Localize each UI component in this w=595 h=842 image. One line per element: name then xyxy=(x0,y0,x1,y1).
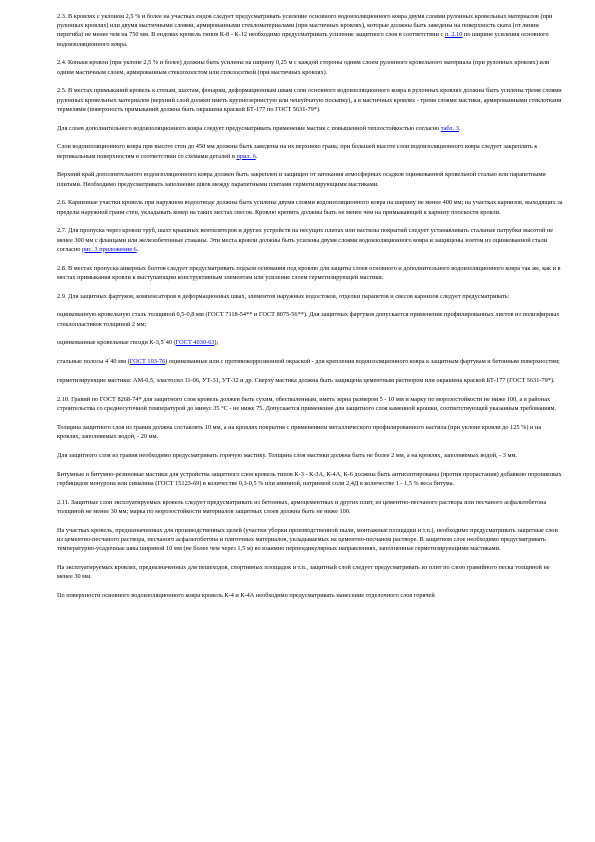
paragraph-text: Слои водоизоляционного ковра при высоте стен до 450 мм должны быть заведены на их верхнюю грань; при большей высоте слои водоизоляционного ковра следует закреплять к вертикальным поверхностям в соответствии со схемами деталей в xyxy=(57,143,538,160)
paragraph-text: по ширине усиления основного водоизоляционного ковра. xyxy=(57,31,549,48)
paragraph xyxy=(57,264,565,282)
cross-reference-link[interactable]: прил. 6 xyxy=(236,152,256,160)
paragraph xyxy=(57,451,565,460)
paragraph-text: 2.8. В местах пропуска анкерных болтов следует предусматривать подъем основания под кровлю для защиты слоев основного и дополнительного водоизоляционного ковра так же, как и в местах примыкания кровли к выступающим конструктивным элементам или усиление слоем герметизирующей мастики. xyxy=(57,264,561,281)
cross-reference-link[interactable]: п. 2.10 xyxy=(444,31,463,39)
paragraph-text: . xyxy=(255,152,258,160)
paragraph xyxy=(57,12,565,49)
paragraph xyxy=(57,338,565,347)
cross-reference-link[interactable]: ГОСТ 103-76 xyxy=(129,358,166,366)
paragraph xyxy=(57,395,565,413)
cross-reference-link[interactable]: ГОСТ 4030-63 xyxy=(175,339,215,347)
paragraph-text: оцинкованные кровельные гвозди К-3,5´40 ( xyxy=(57,339,176,347)
paragraph-text: 2.10. Гравий по ГОСТ 8268-74* для защитного слоя кровель должен быть сухим, обеспыленным, иметь зерна размером 5 - 10 мм и марку по морозостойкости не ниже 100, а в районах строительства со среднесуточной температурой до минус 35 °С - не ниже 75. Допускается применение для защитного слоя каменной крошки, соответствующей указанным требованиям. xyxy=(57,395,557,412)
paragraph xyxy=(57,376,565,385)
paragraph-text: По поверхности основного водоизоляционного ковра кровель К-4 и К-4А необходимо предусматривать нанесение отделочного слоя горячей xyxy=(57,591,435,599)
paragraph-text: . xyxy=(458,124,461,132)
paragraph-text: 2.5. В местах примыканий кровель к стенам, шахтам, фонарям, деформационным швам слои основного водоизоляционного ковра в рулонных кровлях должны быть усилены тремя слоями рулонных кровельных материалов (верхний слой должен иметь крупнозернистую или чешуйчатую посыпку), а в мастичных кровлях - тремя слоями мастики, армированными стеклоткани термелями (поверхность примыканий должна быть окрашена краской БТ-177 по ГОСТ 5631-79*). xyxy=(57,87,562,113)
paragraph xyxy=(57,591,565,600)
paragraph xyxy=(57,170,565,188)
paragraph-text: Для защитного слоя из гравия необходимо предусматривать горячую мастику. Толщина слоя мастики должна быть не более 2 мм, а на кровлях, заполняемых водой, - 3 мм. xyxy=(57,451,518,459)
paragraph-text: Толщина защитного слоя из гравия должна составлять 10 мм, а на кровлях покрытия с применением металлического профилированного настила (при уклоне кровли до 125 %) и на кровлях, заполняемых водой, - 20 мм. xyxy=(57,423,542,440)
paragraph-text: ); xyxy=(214,339,219,347)
paragraph xyxy=(57,498,565,516)
paragraph-text: На эксплуатируемых кровлях, предназначенных для пешеходов, спортивных площадок и т.п., защитный слой следует предусматривать из плит по слою гравийного песка толщиной не менее 30 мм. xyxy=(57,563,550,580)
paragraph xyxy=(57,198,565,216)
cross-reference-link[interactable]: рис. 3 приложения 6 xyxy=(82,245,137,253)
paragraph xyxy=(57,142,565,160)
paragraph-text: ) оцинкованные или с противокоррозионной окраской - для крепления водоизоляционного ковра к защитным фартукам и бетонным поверхностям; xyxy=(165,358,560,366)
paragraph xyxy=(57,310,565,328)
paragraph xyxy=(57,58,565,76)
paragraph-text: Битумные и битумно-резиновые мастики для устройства защитного слоя кровель типов К-3 - К-3А, К-4А, К-6 должны быть антисептированы (против прорастания) добавкою порошковых гербицидов монурона или симазина (ГОСТ 15123-69) в количестве 0,3-0,5 % или аминной, натриевой соли 2,4Д в количестве 1 - 1,5 % веса битума. xyxy=(57,470,562,487)
paragraph xyxy=(57,226,565,254)
cross-reference-link[interactable]: табл. 3 xyxy=(440,124,459,132)
paragraph-text: Верхний край дополнительного водоизоляционного ковра должен быть закреплен и защищен от затекания атмосферных осадков оцинкованной кровельной сталью или парапетными плитами. Необходимо предусматривать заполнение швов между парапетными плитами герметизирующими мастиками. xyxy=(57,171,546,188)
paragraph-text: стальные полосы 4´40 мм ( xyxy=(57,358,130,366)
paragraph-text: 2.6. Карнизные участки кровель при наружном водоотводе должны быть усилены двумя слоями водоизоляционного ковра на ширину не менее 400 мм; на участках карнизов, выходящих за пределы наружной грани стен, укладывать ковер на таких местах свесов. Кровлю крепить должны быть не менее чем на примыкающей к карнизу плоскости кровли. xyxy=(57,199,563,216)
paragraph-text: герметизирующие мастики: АМ-0,5, эластосил 11-06, УТ-31, УТ-32 и др. Сверху мастика должна быть защищена цементным раствором или окрашена краской БТ-177 (ГОСТ 5631-79*). xyxy=(57,377,555,384)
paragraph-text: 2.9. Для защитных фартуков, компенсаторов в деформационных швах, элементов наружных водостоков, отделки парапетов и свесов карнизов следует предусматривать: xyxy=(57,292,510,300)
paragraph xyxy=(57,470,565,488)
paragraph xyxy=(57,86,565,114)
paragraph-text: 2.4. Коньки кровли (при уклоне 2,5 % и более) должны быть усилены на ширину 0,25 м с каждой стороны одним слоем рулонного кровельного материала (при рулонных кровлях) или одним мастичным слоем, армированным стеклохолстом или стеклосеткой (при мастичных кровлях). xyxy=(57,59,550,76)
paragraph-text: 2.3. В кровлях с уклоном 2,5 % и более на участках ендов следует предусматривать усиление основного водоизоляционного ковра двумя слоями рулонных кровельных материалов (при рулонных кровлях) или двумя мастичными слоями, армированными стекломатериалами (при мастичных кровлях), которые должны быть заведены на поверхность ската (от линии перегиба) не менее чем на 750 мм. В ендовах кровель типов К-8 - К-12 необходимо предусматривать усиление защитного слоя в соответствии с xyxy=(57,13,553,39)
paragraph-text: . xyxy=(136,245,139,253)
paragraph xyxy=(57,563,565,581)
paragraph-text: Для слоев дополнительного водоизоляционного ковра следует предусматривать применение мастик с повышенной теплостойкостью согласно xyxy=(57,124,441,132)
paragraph xyxy=(57,423,565,441)
paragraph xyxy=(57,526,565,554)
paragraph xyxy=(57,357,565,366)
paragraph xyxy=(57,124,565,133)
paragraph-text: 2.11. Защитные слои эксплуатируемых кровель следует предусматривать из бетонных, армоцементных и других плит, из цементно-песчаного раствора или песчаного асфальтобетона толщиной не менее 30 мм; марка по морозостойкости материалов защитных слоев должна быть не ниже 100. xyxy=(57,498,547,515)
paragraph-text: оцинкованную кровельную сталь толщиной 0,5-0,8 мм (ГОСТ 7118-54** и ГОСТ 8075-56**). Для защитных фартуков допускается применение профилированных листов из полиэфирных стеклопластиков толщиной 2 мм; xyxy=(57,311,560,328)
paragraph xyxy=(57,292,565,301)
paragraph-text: На участках кровель, предназначенных для производственных целей (участки уборки производственной пыли, монтажные площадки и т.п.), необходимо предусматривать защитные слои из цементно-песчаного раствора, песчаного асфальтобетона и плиточных материалов, укладываемых на цементно-песчаном растворе. В защитном слое необходимо предусматривать температурно-усадочные швы шириной 10 мм (не более чем через 1,5 м) во взаимно перпендикулярных направлениях, заполненные герметизирующими мастиками. xyxy=(57,526,558,552)
paragraph-text: 2.7. Для пропуска через кровли труб, шахт крышных вентиляторов и других устройств на несущих плитах или настилы покрытий следует устанавливать стальные патрубки высотой не менее 300 мм с фланцами или железобетонные стаканы. Эти места кровли должны быть усилены двумя слоями водоизоляционного ковра и защищены зонтом из оцинкованной стали согласно xyxy=(57,227,554,253)
